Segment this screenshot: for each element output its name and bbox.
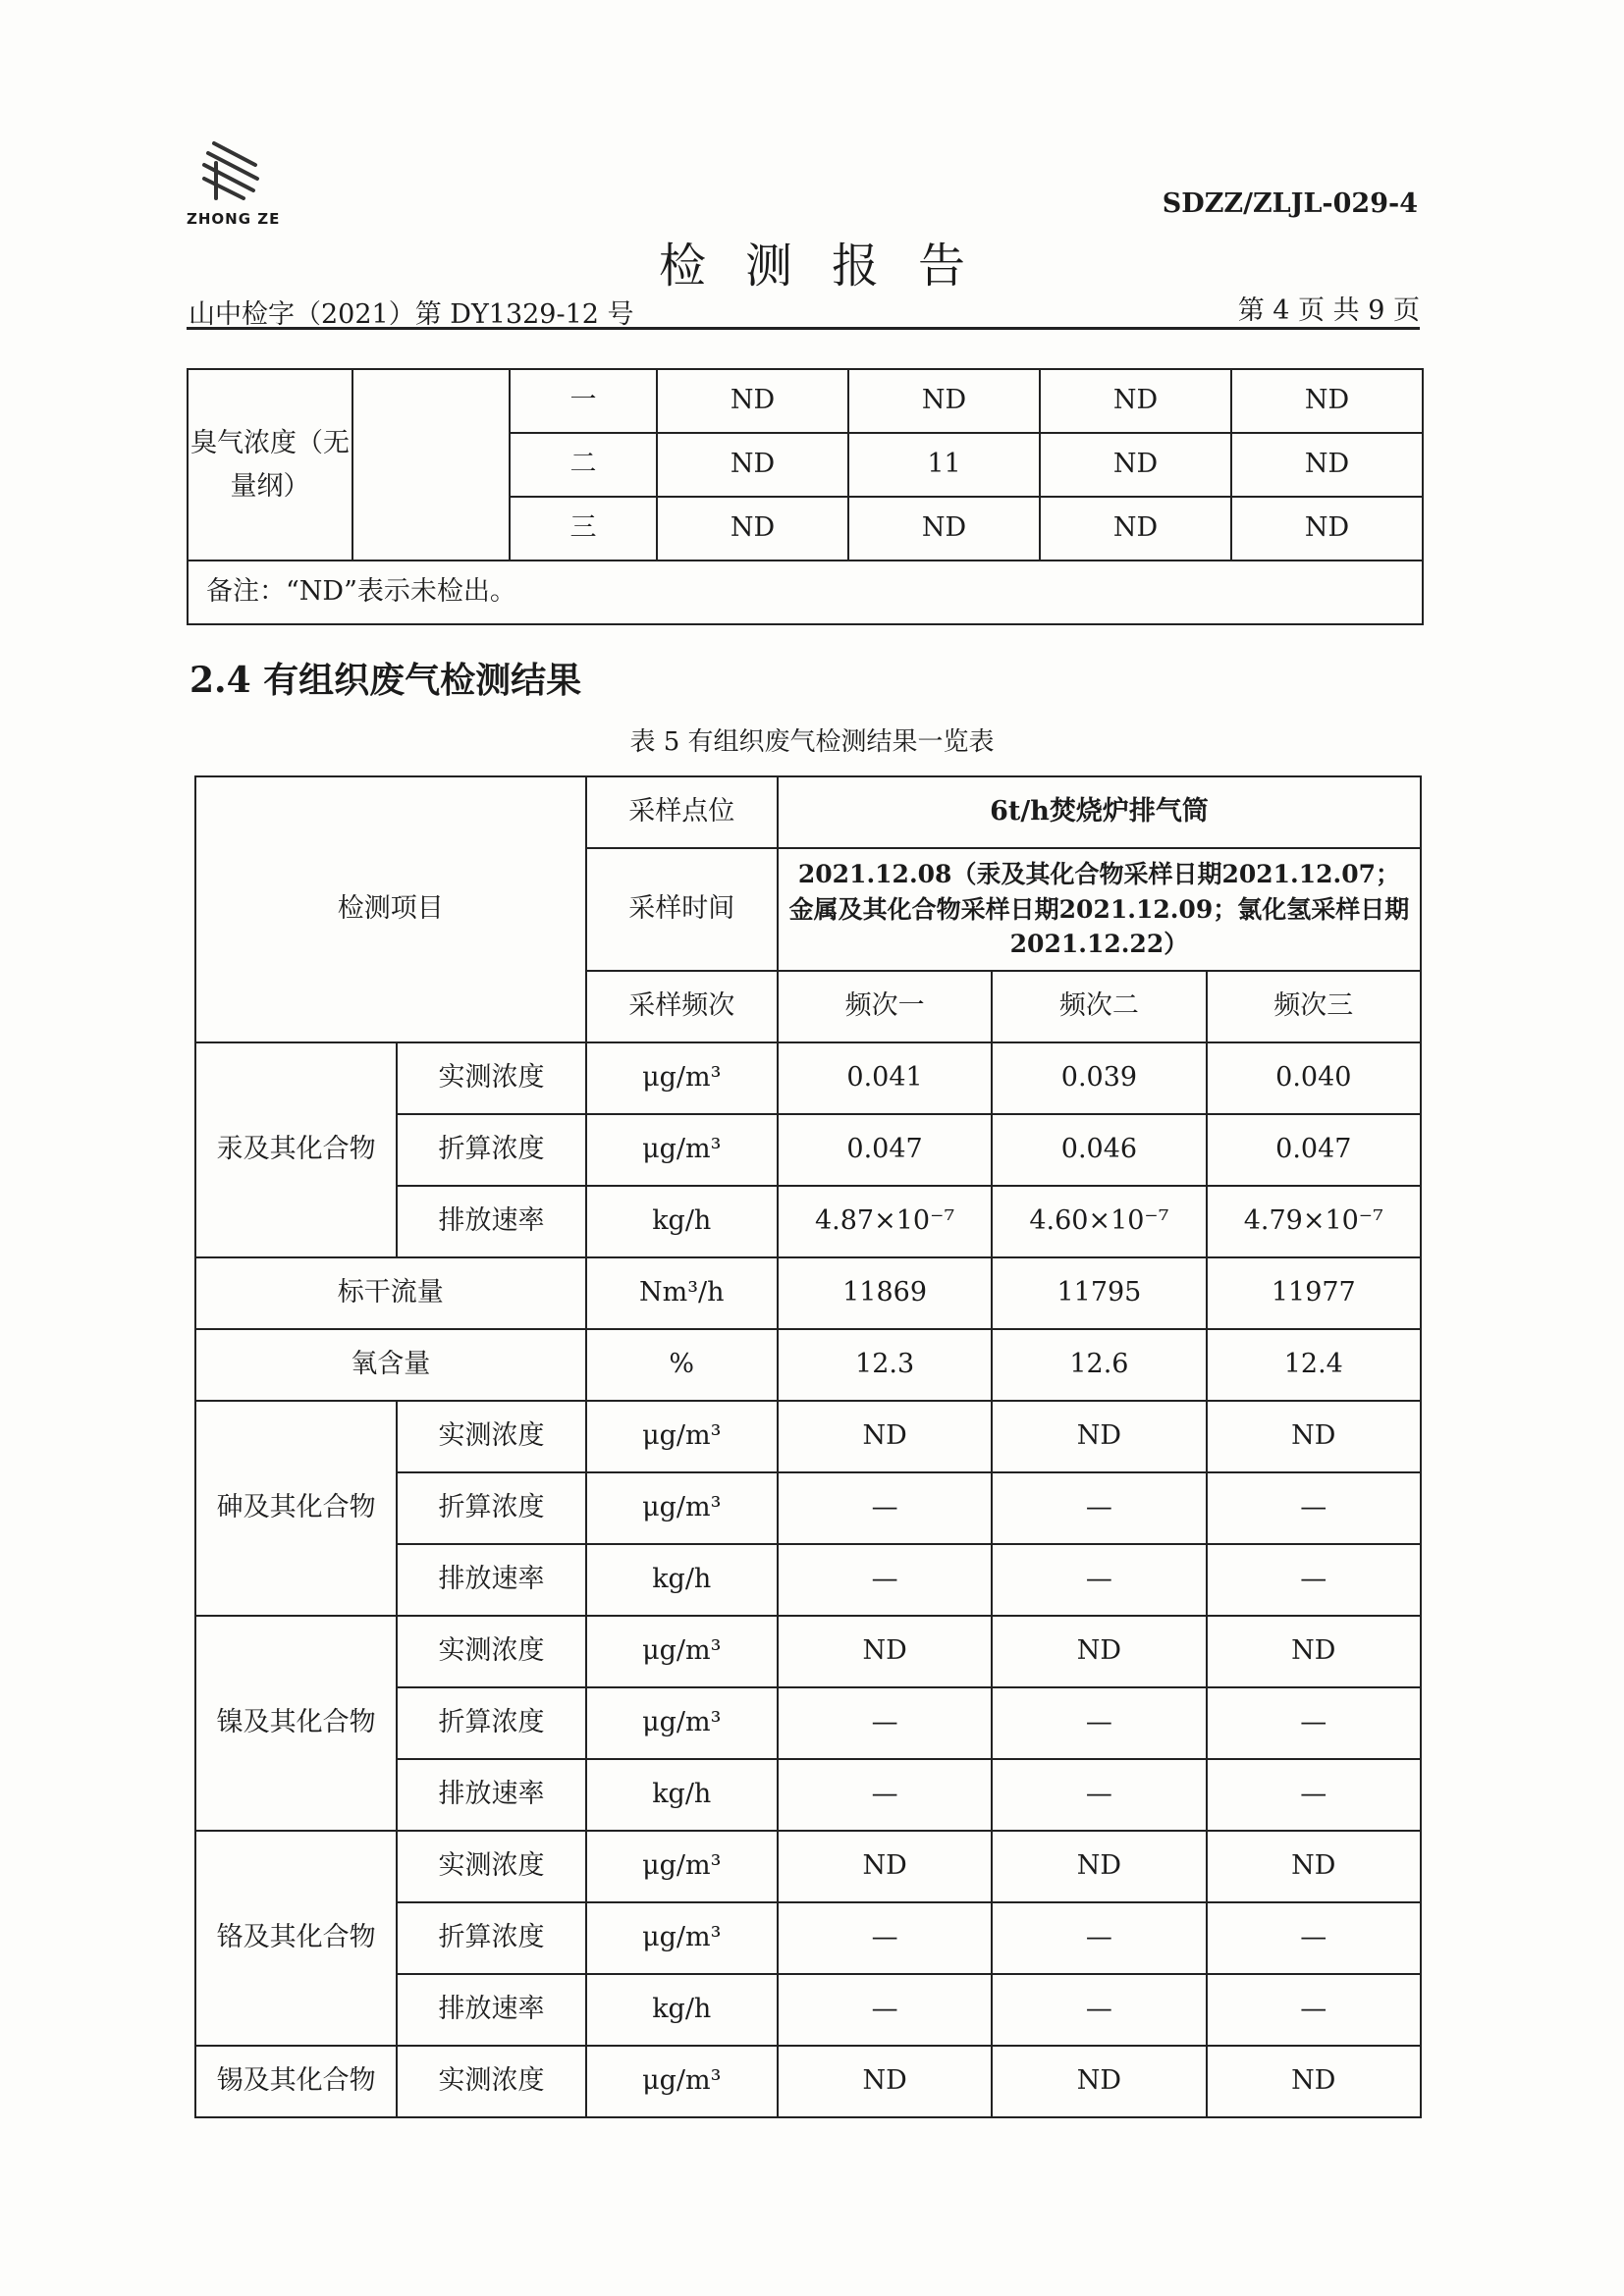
value-cell: 0.046 — [992, 1114, 1206, 1186]
value-cell: — — [1207, 1687, 1421, 1759]
row-label: 二 — [510, 433, 657, 497]
table-cell: ND — [1040, 497, 1231, 561]
value-cell: ND — [992, 1616, 1206, 1687]
unit-cell: μg/m³ — [586, 1616, 778, 1687]
value-cell: 0.047 — [1207, 1114, 1421, 1186]
unit-cell: μg/m³ — [586, 1687, 778, 1759]
freq-label: 采样频次 — [586, 971, 778, 1042]
odor-item-label: 臭气浓度（无量纲） — [188, 369, 352, 561]
value-cell: 11795 — [992, 1257, 1206, 1329]
value-cell: 11977 — [1207, 1257, 1421, 1329]
value-cell: 0.039 — [992, 1042, 1206, 1114]
table-cell: ND — [848, 497, 1040, 561]
site-label: 采样点位 — [586, 776, 778, 848]
report-number: 山中检字（2021）第 DY1329-12 号 — [189, 299, 634, 330]
value-cell: — — [992, 1759, 1206, 1831]
empty-cell — [352, 369, 510, 561]
value-cell: 12.4 — [1207, 1329, 1421, 1401]
value-cell: 12.3 — [778, 1329, 992, 1401]
unit-cell: μg/m³ — [586, 1042, 778, 1114]
unit-cell: kg/h — [586, 1974, 778, 2046]
table-cell: ND — [1040, 369, 1231, 433]
freq-header: 频次三 — [1207, 971, 1421, 1042]
parameter-label: 实测浓度 — [397, 1401, 585, 1472]
table-row — [195, 2046, 1421, 2117]
section-title: 2.4 有组织废气检测结果 — [189, 660, 582, 701]
table-cell: 11 — [848, 433, 1040, 497]
table-row — [195, 1257, 1421, 1329]
value-cell: — — [992, 1902, 1206, 1974]
value-cell: — — [1207, 1544, 1421, 1616]
parameter-label: 折算浓度 — [397, 1902, 585, 1974]
table-cell: ND — [848, 369, 1040, 433]
value-cell: — — [778, 1687, 992, 1759]
value-cell: ND — [1207, 2046, 1421, 2117]
value-cell: ND — [778, 1401, 992, 1472]
parameter-label: 折算浓度 — [397, 1472, 585, 1544]
table-remark: 备注：“ND”表示未检出。 — [188, 561, 1423, 624]
value-cell: ND — [1207, 1831, 1421, 1902]
table-row — [195, 776, 1421, 848]
value-cell: ND — [778, 1616, 992, 1687]
time-label: 采样时间 — [586, 848, 778, 971]
unit-cell: kg/h — [586, 1759, 778, 1831]
value-cell: 12.6 — [992, 1329, 1206, 1401]
table-cell: ND — [1040, 433, 1231, 497]
value-cell: — — [1207, 1902, 1421, 1974]
table-row — [188, 369, 1423, 433]
parameter-label: 排放速率 — [397, 1186, 585, 1257]
table-row — [188, 561, 1423, 624]
value-cell: 0.040 — [1207, 1042, 1421, 1114]
unit-cell: kg/h — [586, 1186, 778, 1257]
logo-mark-icon — [194, 137, 273, 206]
value-cell: ND — [778, 2046, 992, 2117]
table-row — [195, 1616, 1421, 1687]
parameter-label: 实测浓度 — [397, 1831, 585, 1902]
logo-text: ZHONG ZE — [187, 210, 281, 228]
value-cell: — — [778, 1759, 992, 1831]
value-cell: — — [992, 1544, 1206, 1616]
unit-cell: μg/m³ — [586, 1831, 778, 1902]
item-header: 检测项目 — [195, 776, 586, 1042]
unit-cell: Nm³/h — [586, 1257, 778, 1329]
table-row — [195, 1042, 1421, 1114]
page-number: 第 4 页 共 9 页 — [1237, 295, 1420, 326]
value-cell: — — [778, 1902, 992, 1974]
value-cell: 0.041 — [778, 1042, 992, 1114]
report-title: 检测报告 — [658, 239, 1004, 294]
value-cell: — — [1207, 1974, 1421, 2046]
freq-header: 频次二 — [992, 971, 1206, 1042]
parameter-label: 实测浓度 — [397, 2046, 585, 2117]
unit-cell: % — [586, 1329, 778, 1401]
document-code: SDZZ/ZLJL-029-4 — [1162, 188, 1418, 219]
value-cell: — — [1207, 1472, 1421, 1544]
value-cell: — — [992, 1472, 1206, 1544]
unit-cell: μg/m³ — [586, 1472, 778, 1544]
parameter-label: 折算浓度 — [397, 1687, 585, 1759]
organized-waste-gas-table — [194, 775, 1422, 2118]
table-row — [195, 1401, 1421, 1472]
value-cell: ND — [1207, 1616, 1421, 1687]
value-cell: 4.60×10⁻⁷ — [992, 1186, 1206, 1257]
value-cell: 4.87×10⁻⁷ — [778, 1186, 992, 1257]
value-cell: ND — [1207, 1401, 1421, 1472]
group-label: 铬及其化合物 — [195, 1831, 397, 2046]
company-logo — [187, 137, 285, 228]
value-cell: — — [1207, 1759, 1421, 1831]
value-cell: — — [778, 1544, 992, 1616]
value-cell: ND — [992, 1831, 1206, 1902]
value-cell: — — [992, 1687, 1206, 1759]
table-caption: 表 5 有组织废气检测结果一览表 — [629, 727, 995, 757]
parameter-label: 折算浓度 — [397, 1114, 585, 1186]
table-cell: ND — [657, 433, 848, 497]
parameter-label: 实测浓度 — [397, 1616, 585, 1687]
value-cell: 0.047 — [778, 1114, 992, 1186]
site-value: 6t/h焚烧炉排气筒 — [778, 776, 1421, 848]
table-row — [195, 1831, 1421, 1902]
value-cell: — — [778, 1974, 992, 2046]
table-cell: ND — [1231, 369, 1423, 433]
value-cell: — — [992, 1974, 1206, 2046]
group-label: 砷及其化合物 — [195, 1401, 397, 1616]
value-cell: ND — [992, 1401, 1206, 1472]
value-cell: — — [778, 1472, 992, 1544]
parameter-label: 排放速率 — [397, 1544, 585, 1616]
group-label: 汞及其化合物 — [195, 1042, 397, 1257]
unit-cell: μg/m³ — [586, 1401, 778, 1472]
header-rule — [187, 327, 1420, 330]
group-label: 氧含量 — [195, 1329, 586, 1401]
freq-header: 频次一 — [778, 971, 992, 1042]
parameter-label: 排放速率 — [397, 1759, 585, 1831]
table-cell: ND — [1231, 497, 1423, 561]
row-label: 一 — [510, 369, 657, 433]
table-cell: ND — [657, 369, 848, 433]
time-value: 2021.12.08（汞及其化合物采样日期2021.12.07；金属及其化合物采样日期2021.12.09；氯化氢采样日期2021.12.22） — [778, 848, 1421, 971]
value-cell: ND — [992, 2046, 1206, 2117]
value-cell: 4.79×10⁻⁷ — [1207, 1186, 1421, 1257]
unit-cell: μg/m³ — [586, 1902, 778, 1974]
unit-cell: μg/m³ — [586, 2046, 778, 2117]
table-cell: ND — [657, 497, 848, 561]
parameter-label: 排放速率 — [397, 1974, 585, 2046]
parameter-label: 实测浓度 — [397, 1042, 585, 1114]
value-cell: 11869 — [778, 1257, 992, 1329]
group-label: 镍及其化合物 — [195, 1616, 397, 1831]
value-cell: ND — [778, 1831, 992, 1902]
table-cell: ND — [1231, 433, 1423, 497]
unit-cell: kg/h — [586, 1544, 778, 1616]
unit-cell: μg/m³ — [586, 1114, 778, 1186]
row-label: 三 — [510, 497, 657, 561]
group-label: 标干流量 — [195, 1257, 586, 1329]
odor-concentration-table — [187, 368, 1424, 625]
table-row — [195, 1329, 1421, 1401]
group-label: 锡及其化合物 — [195, 2046, 397, 2117]
